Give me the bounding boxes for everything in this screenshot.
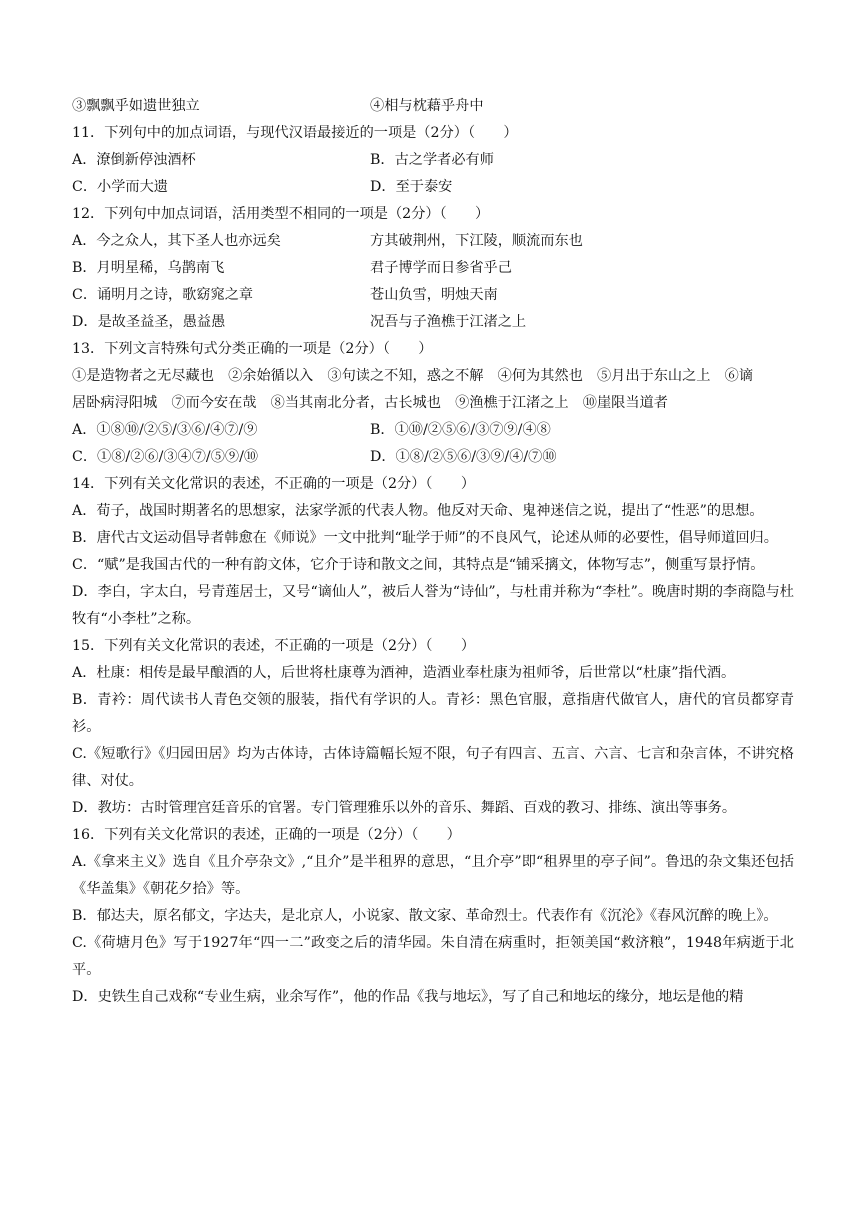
q12-option-c-left: C．诵明月之诗，歌窈窕之章 — [72, 287, 254, 303]
q12-option-d-row — [72, 309, 794, 336]
q11-option-d: D．至于泰安 — [370, 179, 453, 195]
q12-option-b-right: 君子博学而日参省乎己 — [370, 260, 512, 276]
q10-options-row — [72, 93, 794, 120]
exam-page — [72, 93, 794, 1011]
q16-stem: 16．下列有关文化常识的表述，正确的一项是（2分）（ ） — [72, 827, 461, 843]
q10-option-d: ④相与枕藉乎舟中 — [370, 98, 484, 114]
q16-option-d: D．史铁生自己戏称“专业生病，业余写作”，他的作品《我与地坛》，写了自己和地坛的缘分，地坛是他的精 — [72, 989, 744, 1005]
q14-option-a: A．荀子，战国时期著名的思想家，法家学派的代表人物。他反对天命、鬼神迷信之说，提出了“性恶”的思想。 — [72, 503, 764, 519]
q13-option-a: A．①⑧⑩/②⑤/③⑥/④⑦/⑨ — [72, 422, 258, 438]
q13-option-c: C．①⑧/②⑥/③④⑦/⑤⑨/⑩ — [72, 449, 259, 465]
q13-sentences-line-2: 居卧病浔阳城 ⑦而今安在哉 ⑧当其南北分者，古长城也 ⑨渔樵于江渚之上 ⑩崖限当道者 — [72, 395, 668, 411]
q12-option-a-row — [72, 228, 794, 255]
q10-option-c: ③飘飘乎如遗世独立 — [72, 98, 200, 114]
q13-stem: 13．下列文言特殊句式分类正确的一项是（2分）（ ） — [72, 341, 433, 357]
q11-stem: 11．下列句中的加点词语，与现代汉语最接近的一项是（2分）（ ） — [72, 125, 518, 141]
q11-option-b: B．古之学者必有师 — [370, 152, 494, 168]
q14-option-b: B．唐代古文运动倡导者韩愈在《师说》一文中批判“耻学于师”的不良风气，论述从师的必要性，倡导师道回归。 — [72, 530, 778, 546]
q12-option-b-row — [72, 255, 794, 282]
q13-option-d: D．①⑧/②⑤⑥/③⑨/④/⑦⑩ — [370, 449, 557, 465]
q16-option-b: B．郁达夫，原名郁文，字达夫，是北京人，小说家、散文家、革命烈士。代表作有《沉沦》《春风沉醉的晚上》。 — [72, 908, 778, 924]
q15-option-a: A．杜康：相传是最早酿酒的人，后世将杜康尊为酒神，造酒业奉杜康为祖师爷，后世常以“杜康”指代酒。 — [72, 665, 736, 681]
q13-options-ab — [72, 417, 794, 444]
q12-option-c-row — [72, 282, 794, 309]
q14-option-d: D．李白，字太白，号青莲居士，又号“谪仙人”，被后人誉为“诗仙”，与杜甫并称为“李杜”。晚唐时期的李商隐与杜牧有“小李杜”之称。 — [72, 584, 794, 627]
q12-option-c-right: 苍山负雪，明烛天南 — [370, 287, 498, 303]
q13-sentences-line-1: ①是造物者之无尽藏也 ②余始循以入 ③句读之不知，惑之不解 ④何为其然也 ⑤月出于东山之上 ⑥谪 — [72, 368, 754, 384]
q16-option-c: C.《荷塘月色》写于1927年“四一二”政变之后的清华园。朱自清在病重时，拒领美国“救济粮”，1948年病逝于北平。 — [72, 935, 794, 978]
q11-option-c: C．小学而大遗 — [72, 179, 168, 195]
q12-option-a-right: 方其破荆州，下江陵，顺流而东也 — [370, 233, 583, 249]
q12-option-b-left: B．月明星稀，乌鹊南飞 — [72, 260, 225, 276]
q11-options-cd — [72, 174, 794, 201]
q15-option-b: B．青衿：周代读书人青色交领的服装，指代有学识的人。青衫：黑色官服，意指唐代做官人，唐代的官员都穿青衫。 — [72, 692, 794, 735]
q12-option-a-left: A．今之众人，其下圣人也亦远矣 — [72, 233, 281, 249]
q15-stem: 15．下列有关文化常识的表述，不正确的一项是（2分）（ ） — [72, 638, 476, 654]
q12-option-d-right: 况吾与子渔樵于江渚之上 — [370, 314, 527, 330]
q14-stem: 14．下列有关文化常识的表述，不正确的一项是（2分）（ ） — [72, 476, 476, 492]
q11-option-a: A．潦倒新停浊酒杯 — [72, 152, 196, 168]
q15-option-c: C.《短歌行》《归园田居》均为古体诗，古体诗篇幅长短不限，句子有四言、五言、六言、七言和杂言体，不讲究格律、对仗。 — [72, 746, 794, 789]
q12-option-d-left: D．是故圣益圣，愚益愚 — [72, 314, 226, 330]
q14-option-c: C．“赋”是我国古代的一种有韵文体，它介于诗和散文之间，其特点是“铺采摛文，体物写志”，侧重写景抒情。 — [72, 557, 765, 573]
q15-option-d: D．教坊：古时管理宫廷音乐的官署。专门管理雅乐以外的音乐、舞蹈、百戏的教习、排练、演出等事务。 — [72, 800, 737, 816]
q11-options-ab — [72, 147, 794, 174]
q13-options-cd — [72, 444, 794, 471]
q12-stem: 12．下列句中加点词语，活用类型不相同的一项是（2分）（ ） — [72, 206, 490, 222]
q13-option-b: B．①⑩/②⑤⑥/③⑦⑨/④⑧ — [370, 422, 551, 438]
q16-option-a: A.《拿来主义》选自《且介亭杂文》,“且介”是半租界的意思，“且介亭”即“租界里的亭子间”。鲁迅的杂文集还包括《华盖集》《朝花夕拾》等。 — [72, 854, 794, 897]
